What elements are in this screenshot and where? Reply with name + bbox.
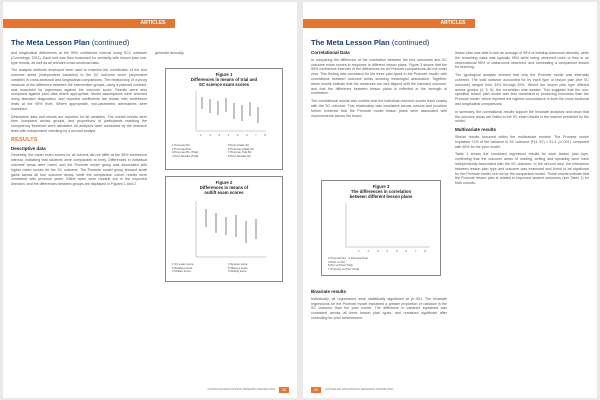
legend-item: 2 Reading score — [172, 265, 193, 270]
x-tick-label: 7 — [255, 133, 257, 137]
banner-label: ARTICLES — [440, 20, 466, 26]
figure-2-label: Figure 2 — [215, 180, 233, 185]
page-title — [11, 38, 129, 47]
legend-item: 3 Prior vs Pre — [328, 259, 345, 264]
figure-1-xticks — [200, 133, 266, 137]
legend-item: 3 Promote Pre (Trial) — [172, 150, 199, 155]
figure-2-legend-left — [172, 263, 224, 274]
figure-2 — [165, 176, 283, 282]
figure-1-legend-left — [172, 144, 224, 158]
x-tick-label: 8 — [264, 133, 266, 137]
figure-2-legend-right — [228, 263, 280, 274]
figure-1 — [165, 68, 283, 170]
section-banner — [303, 19, 475, 28]
left-column-1 — [11, 51, 147, 190]
legend-item: 7 Promote vs Prior (Trial) — [328, 266, 360, 271]
legend-item: 5 Pre vs Post (Trial) — [328, 263, 353, 268]
x-tick-label: 4 — [227, 133, 230, 137]
x-tick-label: 1 — [200, 133, 202, 137]
x-tick-label: 6 — [405, 249, 408, 253]
figure-3-xticks — [358, 249, 426, 253]
page-title — [311, 38, 429, 47]
paragraph: The correlational results also confirm that the individual outcome scores track closely with the SC outcome. This relationship was consistent across cohorts and provides further evidence that the Promote model lesson plans were associated with improvements across the board. — [311, 99, 447, 118]
figure-3-caption-line: The differences in correlation — [350, 189, 412, 194]
page-title-continued: (continued) — [391, 38, 430, 47]
paragraph: Similar results occurred within the multivariate models. The Promote model explained 71% of the variance in SC outcome (F(4, 67) = 41.3, p<.001), compared with 48% for the prior model. — [455, 134, 589, 149]
left-page — [3, 2, 297, 398]
paragraph: In comparing the difference of the correlation between the four outcomes and SC outcome exam scores in response to different lesson plans, Figure 3 shows that the 95% confidence intervals of the differences for all Promote comparisons did not cross zero. This finding was consistent for the three plan types in the Promote model, with correlations between outcome areas showing meaningful association. Together, these results indicate that the measures are well aligned with the intended outcome, and that the difference between lesson plans is reflected in the strength of correlation. — [311, 57, 447, 96]
x-tick-label: 5 — [395, 249, 398, 253]
paragraph: and longitudinal differences at the 95% confidence interval using SCC software (Cummings, 2011). Each unit was then examined for similarity with lesson plan sub-type results, as well as all relevant cross-sectional data. — [11, 51, 147, 65]
legend-item: 6 Writing score — [228, 269, 247, 274]
legend-item: 5 Fluency score — [228, 265, 248, 270]
legend-item: 1 Promote Pre — [172, 143, 191, 147]
x-tick-label: 7 — [414, 249, 417, 253]
figure-3-legend — [328, 257, 428, 271]
x-tick-label: 2 — [367, 249, 370, 253]
left-footer — [3, 387, 297, 392]
figure-3-caption-line: between different lesson plans — [349, 194, 413, 199]
footer-text: AUSTRALIAN EDUCATIONAL RESEARCH REVIEW 2018 — [207, 388, 275, 391]
x-tick-label: 2 — [209, 133, 211, 137]
legend-item: 8 Prior Results SC — [228, 153, 252, 158]
page-number: 29 — [311, 387, 321, 393]
paragraph: The typological analysis showed that only the Promote model was internally coherent. The total variance accounted for by each type of lesson plan (the SC outcome) ranged from 34% through 83%. Where the lesson plan type differed across groups (4, 5, 6), the correlation was weaker. This suggests that the non-specified lesson plan model was less consistent in producing outcomes than the Promote model, which reported the highest concordance in both the cross-sectional and longitudinal comparisons. — [455, 73, 589, 106]
page-title-continued: (continued) — [91, 38, 130, 47]
legend-item: 6 Promote Grade SC — [228, 146, 255, 151]
right-page — [303, 2, 597, 398]
page-number: 28 — [279, 387, 289, 393]
x-tick-label: 1 — [358, 249, 360, 253]
right-footer — [303, 387, 597, 392]
descriptive-heading: Descriptive data — [11, 145, 46, 151]
legend-item: 4 Spoken score — [228, 262, 248, 266]
footer-text: AUSTRALIAN EDUCATIONAL RESEARCH REVIEW 2018 — [325, 388, 393, 391]
right-column-1 — [311, 51, 447, 121]
legend-item: 3 Written score — [172, 269, 191, 274]
paragraph: Individually, all regressions were statistically significant at p<.001. The bivariate regressions for the Promote model explained a greater proportion of variance in the SC outcome than the prior model. The difference in variance explained was consistent across all three lesson plan types, and remained significant after controlling for prior achievement. — [311, 296, 447, 320]
figure-2-caption-line: outlift exam scores — [204, 190, 244, 195]
figure-2-caption-line: Differences in means of — [199, 185, 249, 190]
x-tick-label: 8 — [424, 249, 426, 253]
figure-1-caption-line: SC science exam scores — [198, 82, 250, 87]
page-title-text: The Meta Lesson Plan — [11, 38, 90, 47]
figure-1-caption-line: Differences in means of trial and — [190, 77, 258, 82]
paragraph: lesson plan was able to see an average of 95% of existing classroom diversity, while the remaining class was typically 95% while being observed more or less in an observational 95% of classrooms observed, and nominating a comparison lesson for teaching. — [455, 51, 589, 70]
legend-item: 1 SC exam score — [172, 262, 194, 266]
page-title-text: The Meta Lesson Plan — [311, 38, 390, 47]
left-column-2 — [155, 51, 289, 59]
bivariate-heading: Bivariate results — [311, 289, 347, 294]
right-column-2 — [455, 51, 589, 189]
legend-item: 1 Promote Pre - 2 Promote Post — [328, 256, 368, 260]
section-banner — [3, 19, 175, 28]
figure-1-legend-right — [228, 144, 280, 158]
figure-3 — [321, 180, 441, 276]
legend-item: 5 Post Grade SC — [228, 143, 250, 147]
x-tick-label: 3 — [218, 133, 221, 137]
x-tick-label: 3 — [376, 249, 379, 253]
legend-item: 4 Prior Results (Trial) — [172, 153, 199, 158]
banner-label: ARTICLES — [140, 20, 166, 26]
legend-item: 2 Promote Post — [172, 146, 192, 151]
x-tick-label: 6 — [245, 133, 248, 137]
paragraph: generate annually. — [155, 51, 185, 55]
figure-3-label: Figure 3 — [372, 184, 390, 189]
multivariate-heading: Multivariate results — [455, 127, 497, 133]
x-tick-label: 5 — [236, 133, 239, 137]
correlational-heading: Correlational Data — [311, 50, 350, 55]
legend-item: 7 Promote Trial SC — [228, 150, 252, 155]
results-heading: RESULTS — [11, 136, 38, 143]
x-tick-label: 4 — [386, 249, 389, 253]
figure-1-label: Figure 1 — [215, 72, 233, 77]
paragraph: The analysis methods employed were used to examine the contribution of the four outcome areas (independent variables) to the SC outcome score (dependent variable) in cross-sectional and longitudinal comparisons. The relationship of a proxy measure of the difference between the intervention groups, using a planned contrast, was examined by regression against the outcome score. Results were also compared against prior data where appropriate. Model assumptions were checked using standard diagnostics, and reported coefficients are shown with confidence limits at the 95% level. Where appropriate, non-parametric alternatives were examined. — [11, 68, 147, 111]
paragraph: Table 1 shows the combined regression results for each lesson plan type, confirming that the outcome areas of reading, writing and speaking were each independently associated with the SC outcome. In the second step, the interaction between lesson plan type and outcome was examined and found to be significant for the Promote model, but not for the comparison model. These results indicate that the Promote lesson plan is related to improved student outcomes (see Table 1) for both cohorts. — [455, 152, 589, 186]
paragraph: Generally, the mean exam scores for all cohorts did not differ at the 95% confidence interval, indicating that students were comparable at entry. Differences in individual outcome areas were noted, and the Promote model group was associated with higher mean scores for the SC outcome. The Promote model group showed small gains across all four outcome areas, while the comparison cohort results were consistent with previous years. Effect sizes were modest but in the expected direction, and the differences between groups are displayed in Figures 1 and 2. — [11, 153, 147, 187]
paragraph: Descriptive data and results are reported for all variables. The overall results were then compared across groups, and proportions of participants reaching the competency threshold were tabulated. All analyses were conducted by the research team with independent checking by a second analyst. — [11, 114, 147, 133]
paragraph: In summary, the correlational results support the bivariate analyses and show that the outcome areas are linked to the SC exam results in the manner predicted by the model. — [455, 109, 589, 124]
right-column-1-lower — [311, 290, 447, 324]
